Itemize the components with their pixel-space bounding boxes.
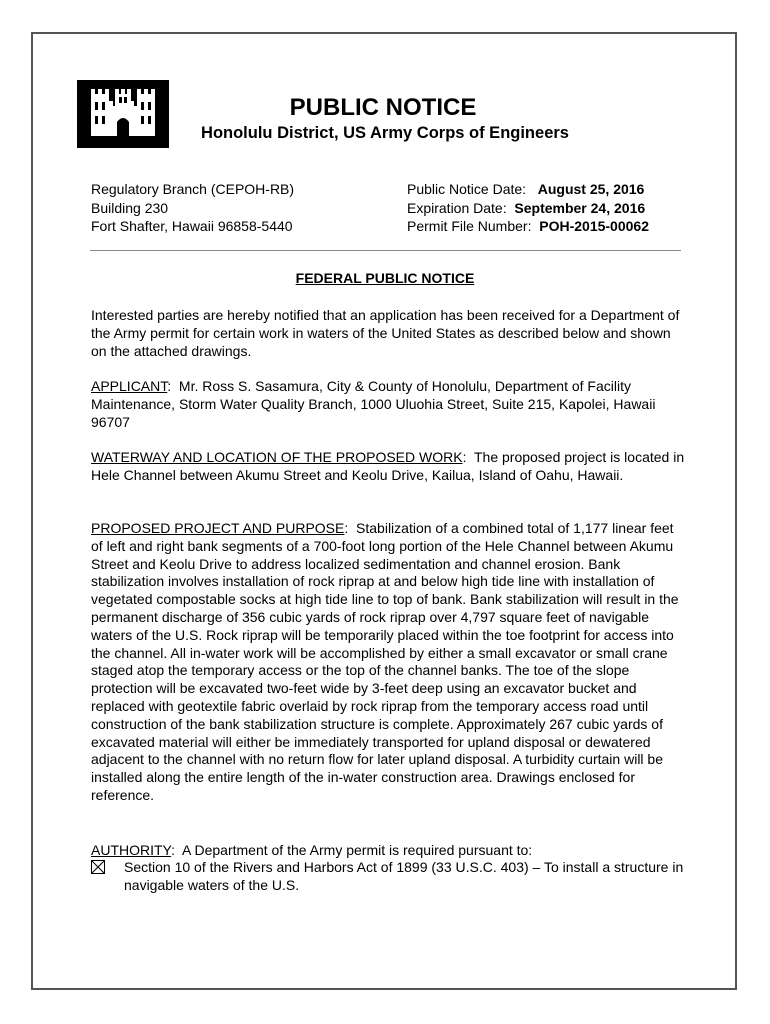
project-text: Stabilization of a combined total of 1,177 linear feet of left and right bank segments of a 700-foot long portion of the Hele Channel between Akumu Street and Keolu Drive to address localized sedimentation and channel erosion. Bank stabilization involves installation of rock riprap at and below high tide line with installation of vegetated compostable socks at high tide line to top of bank. Bank stabilization will result in the permanent discharge of 356 cubic yards of rock riprap over 4,797 square feet of navigable waters of the U.S. Rock riprap will be temporarily placed within the toe footprint for access into the channel. All in-water work will be accomplished by either a small excavator or small crane staged atop the temporary access or the top of the channel banks. The toe of the slope protection will be excavated two-feet wide by 3-feet deep using an excavator bucket and replaced with geotextile fabric overlaid by rock riprap from the temporary access road until construction of the bank stabilization structure is complete. Approximately 267 cubic yards of excavated material will either be immediately transported for upland disposal or dewatered adjacent to the channel with no return flow for later upland disposal. A turbidity curtain will be installed along the entire length of the in-water construction area. Drawings enclosed for reference. <box>91 520 679 803</box>
expiration-date-row <box>407 199 649 218</box>
project-paragraph: PROPOSED PROJECT AND PURPOSE: Stabilization of a combined total of 1,177 linear feet of left and right bank segments of a 700-foot long portion of the Hele Channel between Akumu Street and Keolu Drive to address localized sedimentation and channel erosion. Bank stabilization involves installation of rock riprap at and below high tide line with installation of vegetated compostable socks at high tide line to top of bank. Bank stabilization will result in the permanent discharge of 356 cubic yards of rock riprap over 4,797 square feet of navigable waters of the U.S. Rock riprap will be temporarily placed within the toe footprint for access into the channel. All in-water work will be accomplished by either a small excavator or small crane staged atop the temporary access or the top of the channel banks. The toe of the slope protection will be excavated two-feet wide by 3-feet deep using an excavator bucket and replaced with geotextile fabric overlaid by rock riprap from the temporary access road until construction of the bank stabilization structure is complete. Approximately 267 cubic yards of excavated material will either be immediately transported for upland disposal or dewatered adjacent to the channel with no return flow for later upland disposal. A turbidity curtain will be installed along the entire length of the in-water construction area. Drawings enclosed for reference. <box>91 520 679 803</box>
authority-label: AUTHORITY <box>91 842 172 858</box>
divider <box>90 250 681 251</box>
applicant-text: Mr. Ross S. Sasamura, City & County of Honolulu, Department of Facility Maintenance, Storm Water Quality Branch, 1000 Uluohia Street, Suite 215, Kapolei, Hawaii 96707 <box>91 378 656 430</box>
applicant-paragraph: APPLICANT: Mr. Ross S. Sasamura, City & County of Honolulu, Department of Facility Maintenance, Storm Water Quality Branch, 1000 Uluohia Street, Suite 215, Kapolei, Hawaii 96707 <box>91 378 656 430</box>
office-address <box>91 180 294 236</box>
section-title: FEDERAL PUBLIC NOTICE <box>295 270 475 286</box>
page-title: PUBLIC NOTICE <box>289 94 477 121</box>
notice-date-value: August 25, 2016 <box>537 181 645 197</box>
address-line: Regulatory Branch (CEPOH-RB) <box>91 181 295 197</box>
waterway-text: The proposed project is located in Hele Channel between Akumu Street and Keolu Drive, Kailua, Island of Oahu, Hawaii. <box>91 449 685 483</box>
address-line: Fort Shafter, Hawaii 96858-5440 <box>91 218 293 234</box>
project-label: PROPOSED PROJECT AND PURPOSE <box>91 520 345 536</box>
address-line: Building 230 <box>91 199 169 216</box>
waterway-label: WATERWAY AND LOCATION OF THE PROPOSED WORK <box>91 449 463 465</box>
section-10-item: Section 10 of the Rivers and Harbors Act of 1899 (33 U.S.C. 403) – To install a structure in navigable waters of the U.S. <box>124 859 684 893</box>
permit-number-value: POH-2015-00062 <box>539 218 649 234</box>
notice-info <box>407 180 649 236</box>
authority-text: A Department of the Army permit is required pursuant to: <box>182 842 533 858</box>
notice-date-row <box>407 180 649 199</box>
applicant-label: APPLICANT <box>91 378 168 394</box>
intro-paragraph: Interested parties are hereby notified that an application has been received for a Department of the Army permit for certain work in waters of the United States as described below and shown on the attached drawings. <box>91 307 680 359</box>
page-subtitle: Honolulu District, US Army Corps of Engineers <box>201 124 569 142</box>
notice-date-label: Public Notice Date: <box>407 181 527 197</box>
expiration-date-label: Expiration Date: <box>407 199 507 216</box>
permit-number-label: Permit File Number: <box>407 218 532 234</box>
section-10-checkbox[interactable] <box>91 860 105 874</box>
waterway-paragraph: WATERWAY AND LOCATION OF THE PROPOSED WORK: The proposed project is located in Hele Channel between Akumu Street and Keolu Drive, Kailua, Island of Oahu, Hawaii. <box>91 449 685 483</box>
expiration-date-value: September 24, 2016 <box>514 199 646 216</box>
authority-paragraph: AUTHORITY: A Department of the Army permit is required pursuant to: <box>91 842 533 858</box>
permit-number-row <box>407 217 649 236</box>
